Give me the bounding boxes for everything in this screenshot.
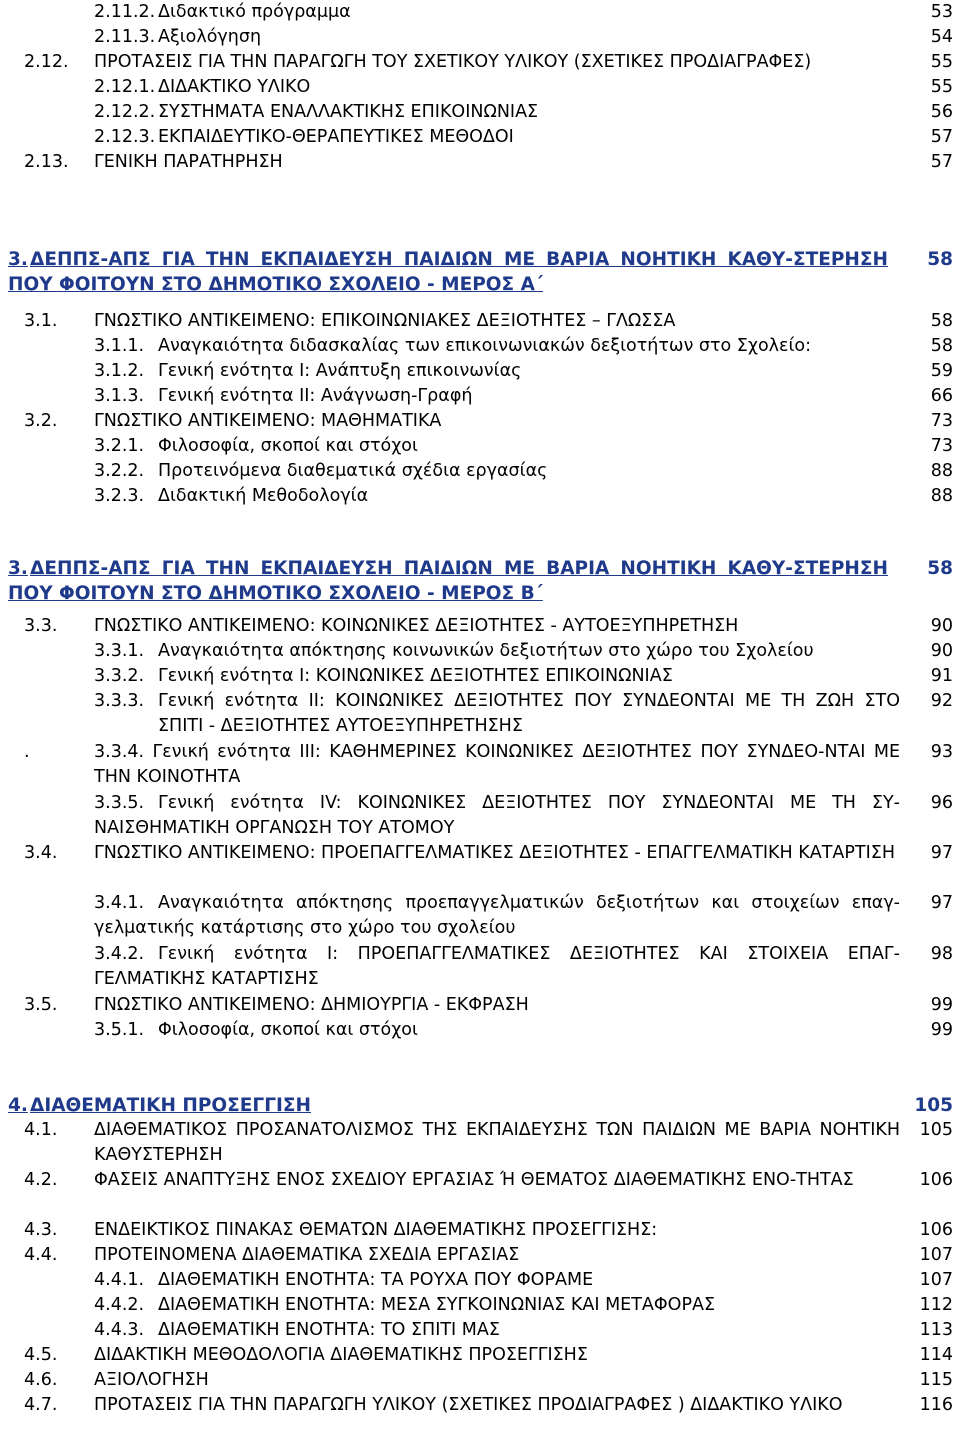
toc-entry-title: Διδακτική Μεθοδολογία: [158, 486, 369, 506]
toc-entry-page: 73: [930, 411, 953, 431]
toc-entry-number: 3.1.2.: [94, 361, 145, 381]
toc-entry-title: ΑΞΙΟΛΟΓΗΣΗ: [94, 1370, 209, 1390]
toc-entry-title: ΔΕΠΠΣ-ΑΠΣ ΓΙΑ ΤΗΝ ΕΚΠΑΙΔΕΥΣΗ ΠΑΙΔΙΩΝ ΜΕ ΒΑΡΙΑ ΝΟΗΤΙΚΗ ΚΑΘΥ-ΣΤΕΡΗΣΗ ΠΟΥ ΦΟΙΤΟΥΝ ΣΤΟ ΔΗΜΟΤΙΚΟ ΣΧΟΛΕΙΟ - ΜΕΡΟΣ Β΄: [8, 558, 888, 604]
toc-entry-page: 114: [919, 1345, 953, 1365]
toc-entry-number: 3.3.3.: [94, 691, 145, 711]
toc-entry-title: Γενική ενότητα Ι: ΠΡΟΕΠΑΓΓΕΛΜΑΤΙΚΕΣ ΔΕΞΙΟΤΗΤΕΣ ΚΑΙ ΣΤΟΙΧΕΙΑ ΕΠΑΓ-ΓΕΛΜΑΤΙΚΗΣ ΚΑΤΑΡΤΙΣΗΣ: [94, 944, 900, 989]
toc-entry-title: ΓΝΩΣΤΙΚΟ ΑΝΤΙΚΕΙΜΕΝΟ: ΕΠΙΚΟΙΝΩΝΙΑΚΕΣ ΔΕΞΙΟΤΗΤΕΣ – ΓΛΩΣΣΑ: [94, 311, 676, 331]
toc-entry-title: ΔΙΑΘΕΜΑΤΙΚΟΣ ΠΡΟΣΑΝΑΤΟΛΙΣΜΟΣ ΤΗΣ ΕΚΠΑΙΔΕΥΣΗΣ ΤΩΝ ΠΑΙΔΙΩΝ ΜΕ ΒΑΡΙΑ ΝΟΗΤΙΚΗ ΚΑΘΥΣΤΕΡΗΣΗ: [94, 1120, 900, 1165]
toc-entry-number: 4.5.: [24, 1345, 58, 1365]
toc-entry-page: 106: [919, 1220, 953, 1240]
toc-entry-title: Φιλοσοφία, σκοποί και στόχοι: [158, 436, 418, 456]
toc-entry-number: 4.: [8, 1095, 28, 1116]
toc-entry-title: ΔΙΑΘΕΜΑΤΙΚΗ ΠΡΟΣΕΓΓΙΣΗ: [30, 1095, 311, 1116]
toc-entry-number: 4.4.1.: [94, 1270, 145, 1290]
toc-entry-number: 4.1.: [24, 1120, 58, 1140]
toc-entry-title: ΠΡΟΤΑΣΕΙΣ ΓΙΑ ΤΗΝ ΠΑΡΑΓΩΓΗ ΤΟΥ ΣΧΕΤΙΚΟΥ ΥΛΙΚΟΥ (ΣΧΕΤΙΚΕΣ ΠΡΟΔΙΑΓΡΑΦΕΣ): [94, 52, 812, 72]
toc-entry-title: ΔΙΑΘΕΜΑΤΙΚΗ ΕΝΟΤΗΤΑ: ΤΟ ΣΠΙΤΙ ΜΑΣ: [158, 1320, 500, 1340]
toc-entry-page: 73: [930, 436, 953, 456]
toc-entry-number: 4.4.2.: [94, 1295, 145, 1315]
toc-entry-number: 2.12.1.: [94, 77, 156, 97]
toc-entry-number: 3.4.2.: [94, 944, 145, 964]
toc-entry-page: 105: [919, 1120, 953, 1140]
toc-entry-title: ΓΝΩΣΤΙΚΟ ΑΝΤΙΚΕΙΜΕΝΟ: ΔΗΜΙΟΥΡΓΙΑ - ΕΚΦΡΑΣΗ: [94, 995, 529, 1015]
toc-entry-title: ΦΑΣΕΙΣ ΑΝΑΠΤΥΞΗΣ ΕΝΟΣ ΣΧΕΔΙΟΥ ΕΡΓΑΣΙΑΣ Ή ΘΕΜΑΤΟΣ ΔΙΑΘΕΜΑΤΙΚΗΣ ΕΝΟ-ΤΗΤΑΣ: [94, 1170, 854, 1190]
toc-entry-number: 3.1.1.: [94, 336, 145, 356]
toc-entry-number: 3.5.1.: [94, 1020, 145, 1040]
toc-entry-title: ΔΕΠΠΣ-ΑΠΣ ΓΙΑ ΤΗΝ ΕΚΠΑΙΔΕΥΣΗ ΠΑΙΔΙΩΝ ΜΕ ΒΑΡΙΑ ΝΟΗΤΙΚΗ ΚΑΘΥ-ΣΤΕΡΗΣΗ ΠΟΥ ΦΟΙΤΟΥΝ ΣΤΟ ΔΗΜΟΤΙΚΟ ΣΧΟΛΕΙΟ - ΜΕΡΟΣ Α΄: [8, 249, 888, 295]
toc-entry-page: 58: [927, 249, 953, 270]
toc-entry-page: 90: [930, 641, 953, 661]
toc-entry-number: 3.4.1.: [94, 893, 145, 913]
toc-entry-title: Αξιολόγηση: [158, 27, 262, 47]
toc-entry-page: 98: [930, 944, 953, 964]
toc-entry-title: Αναγκαιότητα απόκτησης προεπαγγελματικών δεξιοτήτων και στοιχείων επαγ-γελματικής κατάρτισης στο χώρο του σχολείου: [94, 893, 900, 938]
toc-entry-number: 3.2.2.: [94, 461, 145, 481]
toc-entry-title: 3.3.4. Γενική ενότητα ΙΙΙ: ΚΑΘΗΜΕΡΙΝΕΣ ΚΟΙΝΩΝΙΚΕΣ ΔΕΞΙΟΤΗΤΕΣ ΠΟΥ ΣΥΝΔΕΟ-ΝΤΑΙ ΜΕ ΤΗΝ ΚΟΙΝΟΤΗΤΑ: [94, 742, 900, 787]
toc-entry-number: 3.2.1.: [94, 436, 145, 456]
toc-entry-title: ΕΝΔΕΙΚΤΙΚΟΣ ΠΙΝΑΚΑΣ ΘΕΜΑΤΩΝ ΔΙΑΘΕΜΑΤΙΚΗΣ ΠΡΟΣΕΓΓΙΣΗΣ:: [94, 1220, 658, 1240]
toc-entry-page: 99: [930, 1020, 953, 1040]
toc-entry-title: ΓΝΩΣΤΙΚΟ ΑΝΤΙΚΕΙΜΕΝΟ: ΠΡΟΕΠΑΓΓΕΛΜΑΤΙΚΕΣ ΔΕΞΙΟΤΗΤΕΣ - ΕΠΑΓΓΕΛΜΑΤΙΚΗ ΚΑΤΑΡΤΙΣΗ: [94, 843, 895, 863]
toc-entry-title: Αναγκαιότητα διδασκαλίας των επικοινωνιακών δεξιοτήτων στο Σχολείο:: [158, 336, 812, 356]
toc-entry-title: Αναγκαιότητα απόκτησης κοινωνικών δεξιοτήτων στο χώρο του Σχολείου: [158, 641, 814, 661]
toc-entry-page: 105: [914, 1095, 953, 1116]
toc-entry-number: 2.11.2.: [94, 2, 156, 22]
toc-entry-number: 4.6.: [24, 1370, 58, 1390]
toc-entry-page: 56: [930, 102, 953, 122]
toc-entry-number: 3.3.1.: [94, 641, 145, 661]
toc-entry-number: 3.4.: [24, 843, 58, 863]
toc-entry-title: Γενική ενότητα ΙΙ: Ανάγνωση-Γραφή: [158, 386, 473, 406]
toc-entry-number: 3.2.3.: [94, 486, 145, 506]
toc-entry-page: 57: [930, 127, 953, 147]
toc-entry-page: 57: [930, 152, 953, 172]
toc-entry-page: 115: [919, 1370, 953, 1390]
toc-entry-title: ΕΚΠΑΙΔΕΥΤΙΚΟ-ΘΕΡΑΠΕΥΤΙΚΕΣ ΜΕΘΟΔΟΙ: [158, 127, 514, 147]
toc-entry-number: 4.4.3.: [94, 1320, 145, 1340]
toc-entry-page: 107: [919, 1245, 953, 1265]
toc-entry-title: Διδακτικό πρόγραμμα: [158, 2, 351, 22]
toc-entry-title: ΔΙΑΘΕΜΑΤΙΚΗ ΕΝΟΤΗΤΑ: ΜΕΣΑ ΣΥΓΚΟΙΝΩΝΙΑΣ ΚΑΙ ΜΕΤΑΦΟΡΑΣ: [158, 1295, 716, 1315]
toc-entry-number: 2.13.: [24, 152, 69, 172]
toc-entry-page: 97: [930, 893, 953, 913]
toc-entry-title: ΓΕΝΙΚΗ ΠΑΡΑΤΗΡΗΣΗ: [94, 152, 283, 172]
toc-entry-number: 4.2.: [24, 1170, 58, 1190]
toc-entry-number: 3.1.: [24, 311, 58, 331]
toc-entry-page: 55: [930, 77, 953, 97]
toc-entry-page: 58: [930, 336, 953, 356]
toc-entry-number: 4.7.: [24, 1395, 58, 1415]
toc-entry-number: 4.4.: [24, 1245, 58, 1265]
toc-entry-page: 53: [930, 2, 953, 22]
toc-entry-number: 2.12.3.: [94, 127, 156, 147]
toc-entry-title: ΓΝΩΣΤΙΚΟ ΑΝΤΙΚΕΙΜΕΝΟ: ΜΑΘΗΜΑΤΙΚΑ: [94, 411, 442, 431]
toc-entry-page: 107: [919, 1270, 953, 1290]
toc-entry-page: 88: [930, 486, 953, 506]
toc-entry-page: 90: [930, 616, 953, 636]
toc-entry-page: 91: [930, 666, 953, 686]
toc-entry-number: .: [24, 742, 30, 762]
toc-entry-page: 54: [930, 27, 953, 47]
toc-entry-number: 3.3.5.: [94, 793, 145, 813]
toc-entry-title: ΔΙΔΑΚΤΙΚΟ ΥΛΙΚΟ: [158, 77, 311, 97]
toc-entry-number: 3.3.: [24, 616, 58, 636]
toc-entry-number: 3.1.3.: [94, 386, 145, 406]
toc-entry-title: Φιλοσοφία, σκοποί και στόχοι: [158, 1020, 418, 1040]
toc-entry-title: Γενική ενότητα Ι: Ανάπτυξη επικοινωνίας: [158, 361, 522, 381]
toc-entry-page: 106: [919, 1170, 953, 1190]
toc-entry-page: 97: [930, 843, 953, 863]
toc-entry-number: 3.3.2.: [94, 666, 145, 686]
toc-entry-page: 66: [930, 386, 953, 406]
toc-entry-title: ΔΙΔΑΚΤΙΚΗ ΜΕΘΟΔΟΛΟΓΙΑ ΔΙΑΘΕΜΑΤΙΚΗΣ ΠΡΟΣΕΓΓΙΣΗΣ: [94, 1345, 588, 1365]
toc-entry-number: 3.: [8, 558, 28, 579]
toc-entry-title: ΓΝΩΣΤΙΚΟ ΑΝΤΙΚΕΙΜΕΝΟ: ΚΟΙΝΩΝΙΚΕΣ ΔΕΞΙΟΤΗΤΕΣ - ΑΥΤΟΕΞΥΠΗΡΕΤΗΣΗ: [94, 616, 739, 636]
toc-entry-title: Προτεινόμενα διαθεματικά σχέδια εργασίας: [158, 461, 548, 481]
toc-entry-number: 2.11.3.: [94, 27, 156, 47]
toc-entry-number: 3.5.: [24, 995, 58, 1015]
toc-entry-page: 55: [930, 52, 953, 72]
toc-entry-number: 2.12.2.: [94, 102, 156, 122]
toc-entry-number: 4.3.: [24, 1220, 58, 1240]
toc-entry-number: 3.2.: [24, 411, 58, 431]
toc-entry-page: 93: [930, 742, 953, 762]
toc-entry-page: 96: [930, 793, 953, 813]
toc-entry-page: 99: [930, 995, 953, 1015]
toc-entry-number: 3.: [8, 249, 28, 270]
toc-entry-title: ΔΙΑΘΕΜΑΤΙΚΗ ΕΝΟΤΗΤΑ: ΤΑ ΡΟΥΧΑ ΠΟΥ ΦΟΡΑΜΕ: [158, 1270, 594, 1290]
toc-entry-page: 92: [930, 691, 953, 711]
toc-entry-number: 2.12.: [24, 52, 69, 72]
toc-entry-page: 58: [927, 558, 953, 579]
toc-entry-title: ΠΡΟΤΕΙΝΟΜΕΝΑ ΔΙΑΘΕΜΑΤΙΚΑ ΣΧΕΔΙΑ ΕΡΓΑΣΙΑΣ: [94, 1245, 520, 1265]
toc-entry-title: Γενική ενότητα Ι: ΚΟΙΝΩΝΙΚΕΣ ΔΕΞΙΟΤΗΤΕΣ ΕΠΙΚΟΙΝΩΝΙΑΣ: [158, 666, 673, 686]
toc-entry-page: 116: [919, 1395, 953, 1415]
toc-entry-title: Γενική ενότητα ΙΙ: ΚΟΙΝΩΝΙΚΕΣ ΔΕΞΙΟΤΗΤΕΣ ΠΟΥ ΣΥΝΔΕΟΝΤΑΙ ΜΕ ΤΗ ΖΩΗ ΣΤΟ ΣΠΙΤΙ - ΔΕΞΙΟΤΗΤΕΣ ΑΥΤΟΕΞΥΠΗΡΕΤΗΣΗΣ: [158, 691, 900, 736]
toc-entry-title: Γενική ενότητα IV: ΚΟΙΝΩΝΙΚΕΣ ΔΕΞΙΟΤΗΤΕΣ ΠΟΥ ΣΥΝΔΕΟΝΤΑΙ ΜΕ ΤΗ ΣΥ-ΝΑΙΣΘΗΜΑΤΙΚΗ ΟΡΓΑΝΩΣΗ ΤΟΥ ΑΤΟΜΟΥ: [94, 793, 900, 838]
toc-entry-page: 112: [919, 1295, 953, 1315]
toc-entry-page: 58: [930, 311, 953, 331]
toc-entry-title: ΠΡΟΤΑΣΕΙΣ ΓΙΑ ΤΗΝ ΠΑΡΑΓΩΓΗ ΥΛΙΚΟΥ (ΣΧΕΤΙΚΕΣ ΠΡΟΔΙΑΓΡΑΦΕΣ ) ΔΙΔΑΚΤΙΚΟ ΥΛΙΚΟ: [94, 1395, 843, 1415]
toc-entry-page: 113: [919, 1320, 953, 1340]
toc-entry-page: 59: [930, 361, 953, 381]
toc-entry-page: 88: [930, 461, 953, 481]
toc-entry-title: ΣΥΣΤΗΜΑΤΑ ΕΝΑΛΛΑΚΤΙΚΗΣ ΕΠΙΚΟΙΝΩΝΙΑΣ: [158, 102, 539, 122]
